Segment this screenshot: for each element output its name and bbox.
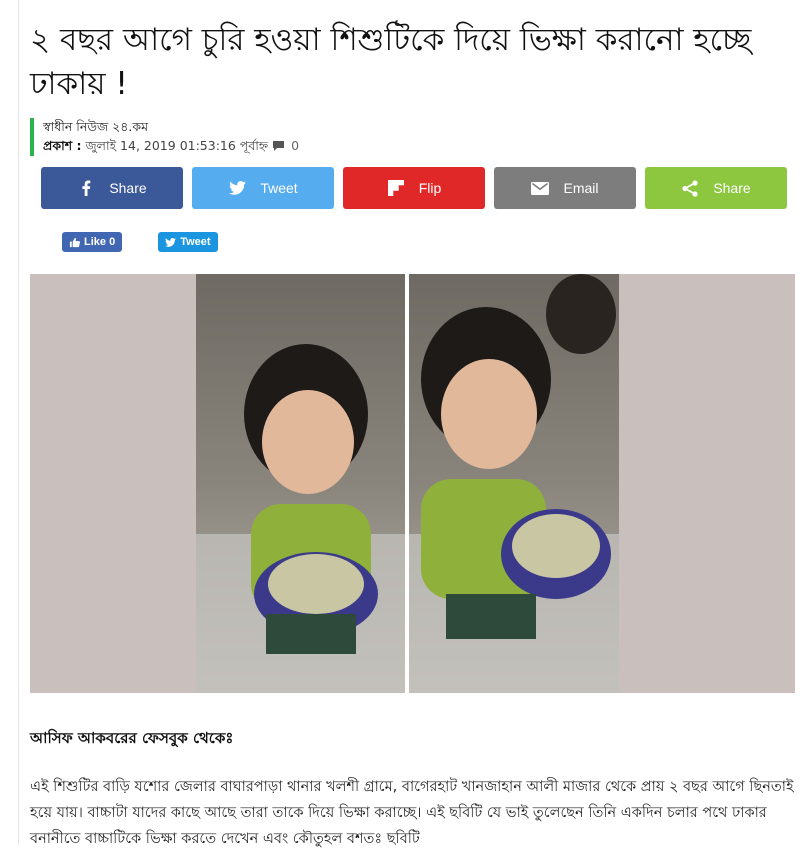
twitter-share-label: Tweet	[260, 180, 298, 196]
twitter-tweet-button[interactable]	[158, 232, 217, 252]
twitter-bird-icon	[165, 238, 176, 247]
byline	[30, 118, 299, 156]
twitter-share-button[interactable]	[192, 167, 334, 209]
article-body: এই শিশুটির বাড়ি যশোর জেলার বাঘারপাড়া থানার খলশী গ্রামে, বাগেরহাট খানজাহান আলী মাজার থেকে প্রায় ২ বছর আগে ছিনতাই হয়ে যায়। বাচ্চাটা যাদের কাছে আছে তারা তাকে দিয়ে ভিক্ষা করাচ্ছে। এই ছবিটি যে ভাই তুলেছেন তিনি একদিন চলার পথে ঢাকার বনানীতে বাচ্চাটিকে ভিক্ষা করতে দেখেন এবং কৌতুহল বশতঃ ছবিটি	[30, 779, 794, 847]
facebook-like-button[interactable]	[62, 232, 122, 252]
like-label: Like 0	[84, 236, 116, 248]
publish-meta	[43, 136, 299, 156]
twitter-icon	[228, 179, 246, 197]
flipboard-share-button[interactable]	[343, 167, 485, 209]
generic-share-label: Share	[713, 180, 751, 196]
flipboard-share-label: Flip	[418, 180, 442, 196]
comment-icon	[272, 140, 285, 152]
generic-share-button[interactable]	[645, 167, 787, 209]
flipboard-icon	[387, 179, 405, 197]
social-counters	[62, 232, 218, 252]
article-image	[30, 274, 795, 693]
article-title: ২ বছর আগে চুরি হওয়া শিশুটিকে দিয়ে ভিক্ষা করানো হচ্ছে ঢাকায় !	[30, 22, 752, 102]
page-left-border	[18, 0, 19, 845]
comment-count: 0	[291, 138, 300, 153]
comment-count-link[interactable]	[270, 136, 299, 156]
tweet-label: Tweet	[180, 236, 211, 248]
facebook-share-label: Share	[109, 180, 147, 196]
share-icon	[681, 179, 699, 197]
published-date: জুলাই 14, 2019 01:53:16 পূর্বাহ্ন	[85, 138, 269, 153]
share-bar	[41, 167, 787, 209]
child-photo	[196, 274, 619, 693]
source-name[interactable]: স্বাধীন নিউজ ২৪.কম	[43, 119, 149, 134]
email-share-button[interactable]	[494, 167, 636, 209]
article-subheading: আসিফ আকবরের ফেসবুক থেকেঃ	[30, 729, 234, 747]
facebook-share-button[interactable]	[41, 167, 183, 209]
facebook-icon	[77, 179, 95, 197]
email-share-label: Email	[563, 180, 599, 196]
thumbs-up-icon	[69, 237, 80, 248]
email-icon	[531, 179, 549, 197]
published-label: প্রকাশ :	[43, 138, 82, 153]
